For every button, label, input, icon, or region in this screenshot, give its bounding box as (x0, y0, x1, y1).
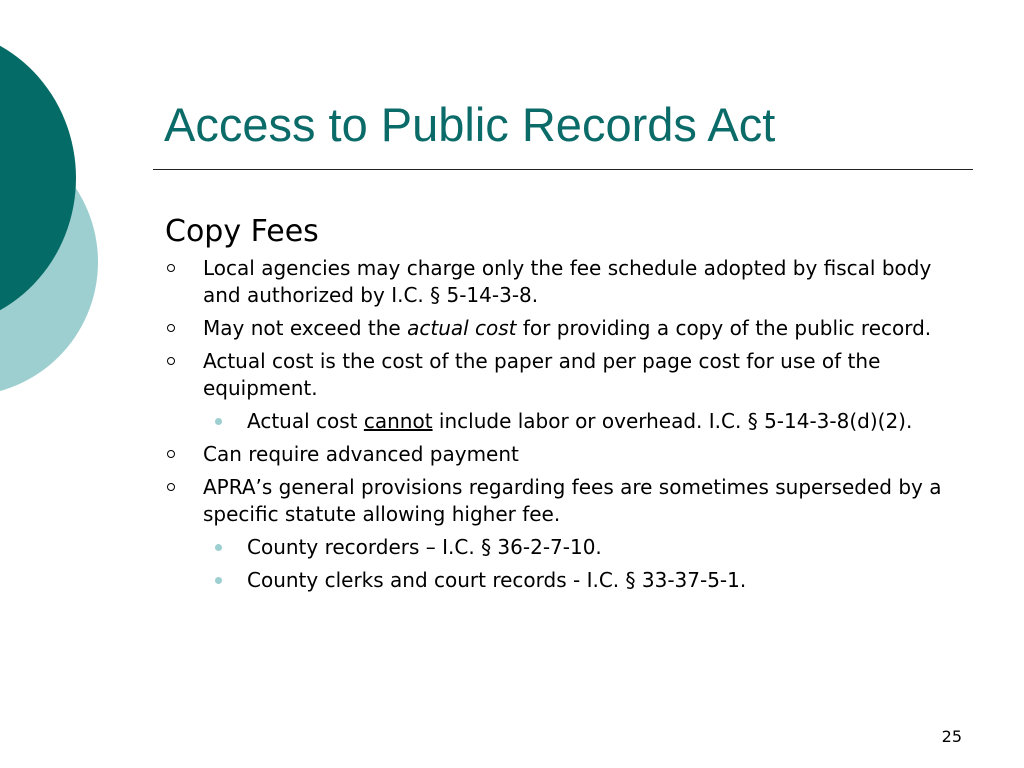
slide-body (165, 210, 955, 600)
section-heading: Copy Fees (165, 214, 319, 249)
bullet-item (165, 348, 955, 402)
bullet-item (165, 315, 955, 342)
bullet-item (165, 255, 955, 309)
bullet-item (165, 474, 955, 528)
page-number: 25 (941, 727, 962, 746)
bullet-text: County recorders – I.C. § 36-2-7-10. (247, 535, 602, 559)
bullet-text: County clerks and court records - I.C. § 33-37-5-1. (247, 568, 747, 592)
slide-title: Access to Public Records Act (164, 98, 776, 151)
bullet-emphasis: actual cost (407, 316, 517, 340)
ring-bullet-icon (167, 450, 175, 458)
bullet-text-after: include labor or overhead. I.C. § 5-14-3-8(d)(2). (432, 409, 913, 433)
bullet-text: Local agencies may charge only the fee schedule adopted by fiscal body and authorized by I.C. § 5-14-3-8. (203, 256, 932, 307)
sub-bullet-item (165, 408, 955, 435)
title-divider (153, 169, 973, 170)
bullet-emphasis: cannot (363, 409, 433, 433)
dot-bullet-icon (215, 418, 222, 425)
ring-bullet-icon (167, 357, 175, 365)
dot-bullet-icon (215, 577, 222, 584)
dot-bullet-icon (215, 544, 222, 551)
sub-bullet-item (165, 534, 955, 561)
ring-bullet-icon (167, 483, 175, 491)
bullet-text-before: Actual cost (247, 409, 364, 433)
bullet-text: Actual cost is the cost of the paper and per page cost for use of the equipment. (203, 349, 881, 400)
bullet-item (165, 441, 955, 468)
sub-bullet-item (165, 567, 955, 594)
bullet-text-before: May not exceed the (203, 316, 408, 340)
bullet-text: APRA’s general provisions regarding fees are sometimes superseded by a specific statute allowing higher fee. (203, 475, 942, 526)
bullet-text-after: for providing a copy of the public record. (516, 316, 932, 340)
bullet-text: Can require advanced payment (203, 442, 519, 466)
ring-bullet-icon (167, 324, 175, 332)
ring-bullet-icon (167, 264, 175, 272)
